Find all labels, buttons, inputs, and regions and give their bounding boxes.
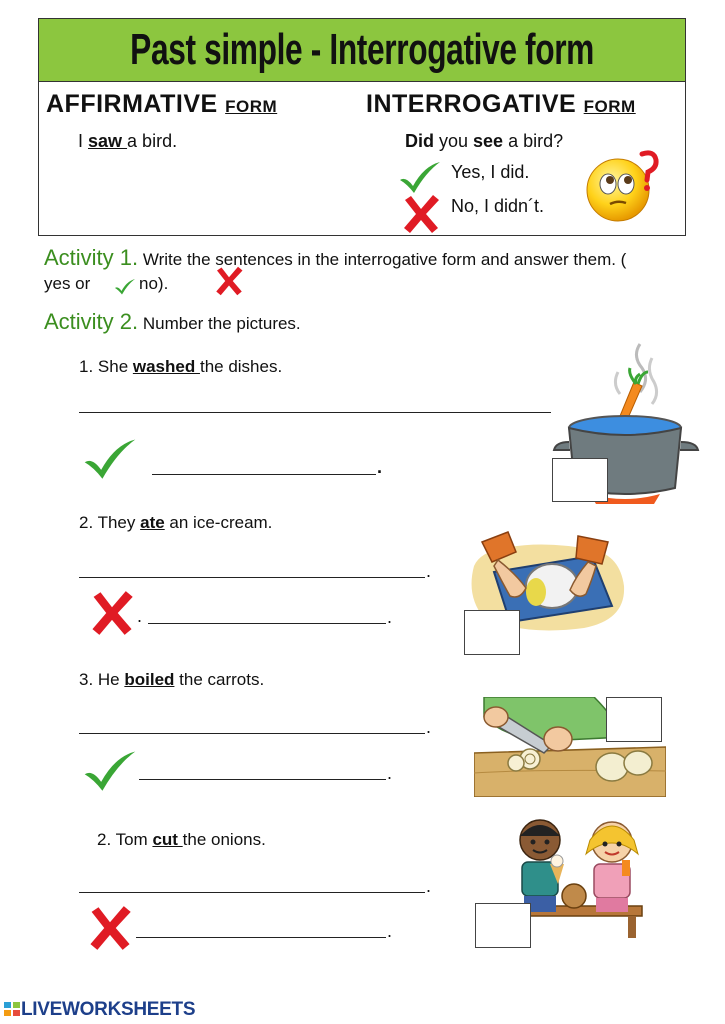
no-answer: No, I didn´t. (451, 196, 545, 216)
item-1-sentence (79, 357, 282, 377)
activity1-line1 (44, 245, 626, 271)
check-icon (114, 278, 136, 295)
item-2-sentence (79, 513, 272, 533)
page-title: Past simple - Interrogative form (130, 25, 594, 74)
activity1-line2 (44, 274, 90, 294)
cross-icon (401, 194, 441, 234)
cross-icon (89, 587, 135, 639)
activity2-line (44, 309, 301, 335)
int-example-post: a bird? (503, 131, 564, 151)
picture-4-number-box[interactable] (475, 903, 531, 948)
item-3-rest: the carrots. (174, 670, 265, 689)
item-4-num: 2. Tom (97, 830, 153, 849)
liveworksheets-logo-icon (4, 1002, 20, 1016)
thinking-emoji-icon (584, 148, 664, 228)
item-3-question-line[interactable] (79, 733, 425, 734)
cross-icon (214, 266, 244, 296)
item-4-rest: the onions. (182, 830, 266, 849)
interrogative-heading-big: INTERROGATIVE (366, 90, 577, 118)
aff-example-post: a bird. (127, 131, 178, 151)
picture-2-number-box[interactable] (464, 610, 520, 655)
item-2-question-period: . (426, 561, 432, 581)
item-3-answer-period: . (387, 763, 393, 783)
item-2-verb: ate (140, 513, 165, 532)
item-4-question-line[interactable] (79, 892, 425, 893)
item-2-answer-line[interactable] (148, 623, 386, 624)
item-2-rest: an ice-cream. (164, 513, 273, 532)
activity1-label: Activity 1. (44, 245, 139, 270)
int-example-mid: you (434, 131, 474, 151)
int-example-verb: see (473, 131, 504, 151)
item-4-question-period: . (426, 876, 432, 896)
item-4-sentence (97, 830, 266, 850)
item-1-question-line[interactable] (79, 412, 551, 413)
item-4-answer-line[interactable] (136, 937, 386, 938)
aff-example-verb: saw (88, 131, 128, 151)
item-2-question-line[interactable] (79, 577, 425, 578)
item-3-num: 3. He (79, 670, 125, 689)
int-example-aux: Did (405, 131, 434, 151)
affirmative-heading (46, 90, 277, 119)
title-bar (39, 19, 685, 82)
activity1-instructions: Write the sentences in the interrogative form and answer them. ( (138, 250, 627, 269)
interrogative-heading (366, 90, 636, 119)
affirmative-heading-small: FORM (225, 97, 278, 116)
cross-icon (87, 902, 133, 954)
aff-example-pre: I (78, 131, 89, 151)
activity1-yes-or: yes or (44, 274, 91, 293)
check-icon (82, 749, 138, 792)
activity2-label: Activity 2. (44, 309, 139, 334)
item-3-verb: boiled (124, 670, 175, 689)
item-4-verb: cut (152, 830, 183, 849)
footer-brand[interactable] (4, 999, 195, 1021)
activity1-no: no). (139, 274, 169, 293)
check-icon (398, 160, 442, 194)
affirmative-heading-big: AFFIRMATIVE (46, 90, 218, 118)
check-icon (82, 437, 138, 480)
item-1-answer-line[interactable] (152, 474, 376, 475)
item-2-num: 2. They (79, 513, 141, 532)
affirmative-example (78, 131, 177, 152)
activity2-instructions: Number the pictures. (138, 314, 301, 333)
item-1-num: 1. She (79, 357, 133, 376)
item-3-answer-line[interactable] (139, 779, 386, 780)
item-4-answer-period: . (387, 921, 393, 941)
footer-brand-text: LIVEWORKSHEETS (21, 999, 196, 1020)
item-2-lead-dot: . (137, 606, 143, 626)
item-1-rest: the dishes. (199, 357, 283, 376)
interrogative-heading-small: FORM (583, 97, 636, 116)
yes-answer: Yes, I did. (451, 162, 530, 182)
interrogative-example (405, 131, 563, 152)
item-1-period: . (377, 457, 383, 477)
item-2-answer-period: . (387, 607, 393, 627)
item-1-verb: washed (132, 357, 200, 376)
picture-1-number-box[interactable] (552, 458, 608, 502)
picture-3-number-box[interactable] (606, 697, 662, 742)
item-3-question-period: . (426, 717, 432, 737)
item-3-sentence (79, 670, 264, 690)
